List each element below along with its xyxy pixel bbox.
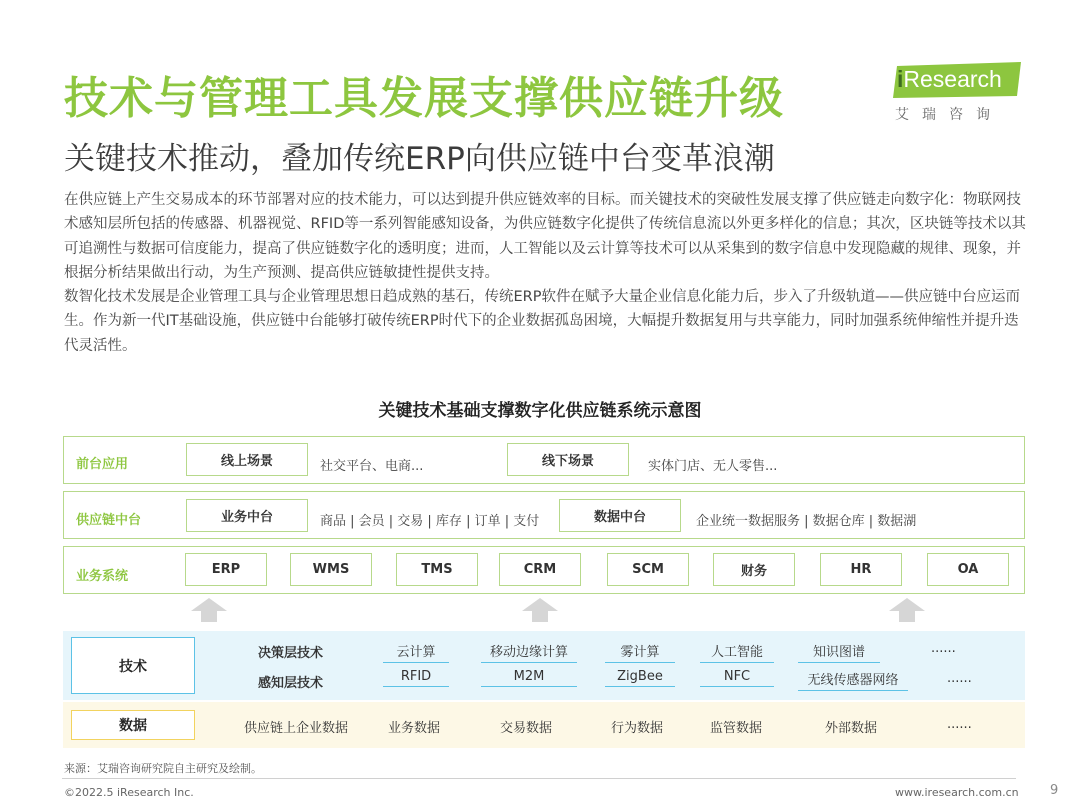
system-scm: SCM: [607, 553, 689, 586]
system-hr: HR: [820, 553, 902, 586]
logo-wordmark: [897, 66, 1002, 93]
business-middle-box: 业务中台: [186, 499, 308, 532]
logo-research: Research: [903, 66, 1002, 92]
data-item: 监管数据: [710, 721, 763, 736]
tech-perception-item: ZigBee: [605, 669, 675, 687]
business-system-label: 业务系统: [76, 569, 129, 584]
system-erp: ERP: [185, 553, 267, 586]
system-oa: OA: [927, 553, 1009, 586]
page-title: 技术与管理工具发展支撑供应链升级: [64, 73, 784, 124]
system-crm: CRM: [499, 553, 581, 586]
tech-perception-item: RFID: [383, 669, 449, 687]
source-note: 来源：艾瑞咨询研究院自主研究及绘制。: [64, 762, 262, 775]
tech-perception-item: ......: [947, 671, 972, 686]
offline-scene-desc: 实体门店、无人零售...: [648, 459, 778, 474]
body-text: [64, 188, 1026, 358]
data-item: ......: [947, 717, 972, 732]
business-system-row: [63, 546, 1025, 594]
tech-decision-item: 云计算: [383, 641, 449, 663]
tech-perception-item: NFC: [700, 669, 774, 687]
offline-scene-box: 线下场景: [507, 443, 629, 476]
up-arrow-icon: [522, 598, 558, 622]
perception-layer-label: 感知层技术: [258, 676, 324, 691]
data-item: 交易数据: [500, 721, 553, 736]
diagram-title: 关键技术基础支撑数字化供应链系统示意图: [378, 401, 702, 421]
supply-chain-middle-row: [63, 491, 1025, 539]
tech-decision-item: ......: [931, 641, 956, 656]
tech-decision-item: 人工智能: [700, 641, 774, 663]
system-wms: WMS: [290, 553, 372, 586]
system-tms: TMS: [396, 553, 478, 586]
data-middle-box: 数据中台: [559, 499, 681, 532]
technology-panel: [63, 631, 1025, 700]
technology-label: 技术: [71, 637, 195, 694]
data-item: 供应链上企业数据: [244, 721, 349, 736]
tech-perception-item: M2M: [481, 669, 577, 687]
website-link[interactable]: www.iresearch.com.cn: [895, 786, 1019, 799]
decision-layer-label: 决策层技术: [258, 646, 324, 661]
up-arrow-icon: [191, 598, 227, 622]
up-arrow-icon: [889, 598, 925, 622]
paragraph-2: 数智化技术发展是企业管理工具与企业管理思想日趋成熟的基石，传统ERP软件在赋予大量企业信息化能力后，步入了升级轨道——供应链中台应运而生。作为新一代IT基础设施，供应链中台能够打破传统ERP时代下的企业数据孤岛困境，大幅提升数据复用与共享能力，同时加强系统伸缩性并提升迭代灵活性。: [64, 289, 1020, 354]
footer-divider: [62, 778, 1016, 779]
data-item: 行为数据: [611, 721, 664, 736]
iresearch-logo: [893, 62, 1033, 122]
logo-i: i: [897, 66, 904, 92]
page-subtitle: 关键技术推动，叠加传统ERP向供应链中台变革浪潮: [64, 141, 775, 177]
tech-decision-item: 移动边缘计算: [481, 641, 577, 663]
data-item: 外部数据: [825, 721, 878, 736]
middle-platform-label: 供应链中台: [76, 513, 142, 528]
front-app-label: 前台应用: [76, 457, 129, 472]
business-middle-desc: 商品 | 会员 | 交易 | 库存 | 订单 | 支付: [320, 514, 540, 529]
tech-decision-item: 知识图谱: [798, 641, 880, 663]
page-number: 9: [1050, 783, 1059, 798]
tech-perception-item: 无线传感器网络: [798, 669, 908, 691]
data-middle-desc: 企业统一数据服务 | 数据仓库 | 数据湖: [696, 514, 917, 529]
online-scene-desc: 社交平台、电商...: [320, 459, 424, 474]
data-panel: [63, 702, 1025, 748]
data-item: 业务数据: [388, 721, 441, 736]
data-label: 数据: [71, 710, 195, 740]
online-scene-box: 线上场景: [186, 443, 308, 476]
tech-decision-item: 雾计算: [605, 641, 675, 663]
front-app-row: [63, 436, 1025, 484]
system-finance: 财务: [713, 553, 795, 586]
logo-chinese: 艾瑞咨询: [895, 107, 1003, 123]
copyright: ©2022.5 iResearch Inc.: [64, 786, 194, 799]
paragraph-1: 在供应链上产生交易成本的环节部署对应的技术能力，可以达到提升供应链效率的目标。而关键技术的突破性发展支撑了供应链走向数字化：物联网技术感知层所包括的传感器、机器视觉、RFID等一系列智能感知设备，为供应链数字化提供了传统信息流以外更多样化的信息；其次，区块链等技术以其可追溯性与数据可信度能力，提高了供应链数字化的透明度；进而，人工智能以及云计算等技术可以从采集到的数字信息中发现隐藏的规律、现象，并根据分析结果做出行动，为生产预测、提高供应链敏捷性提供支持。: [64, 192, 1026, 281]
